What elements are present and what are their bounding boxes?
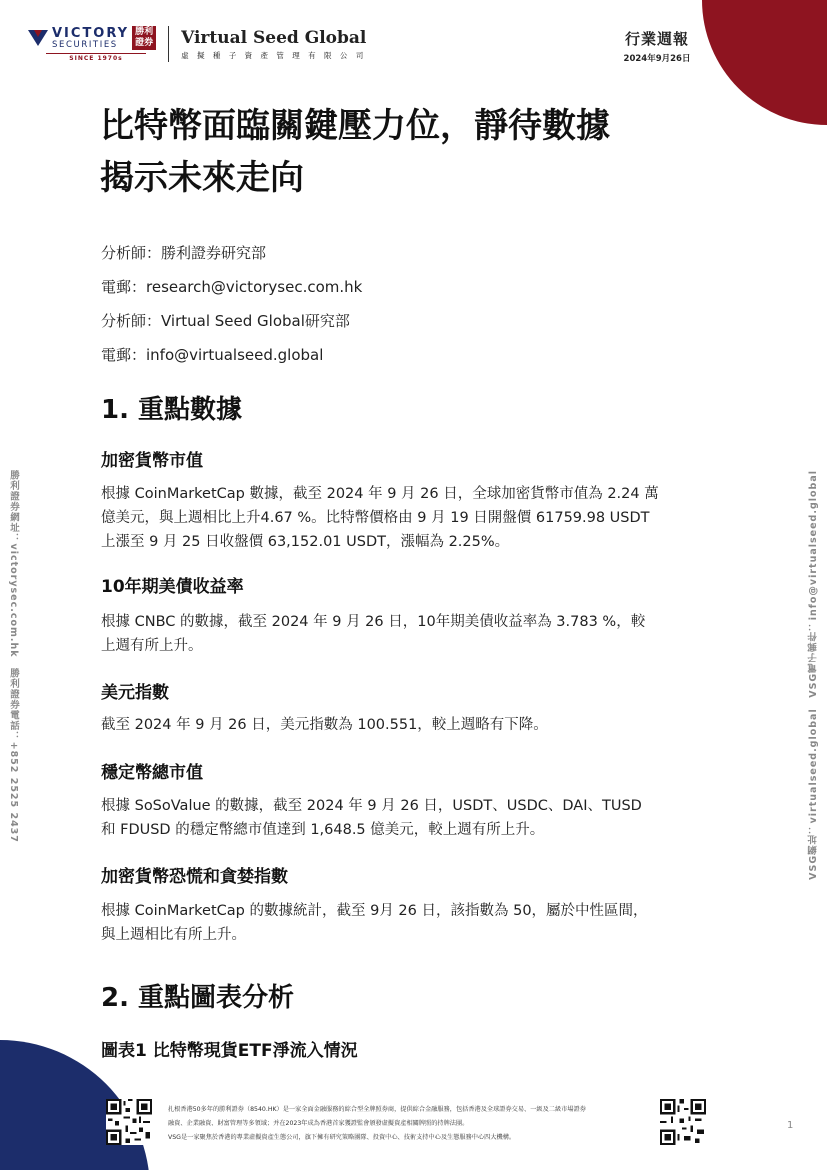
paragraph-line: 根據 CoinMarketCap 數據，截至 2024 年 9 月 26 日，全球加密貨幣市值為 2.24 萬 bbox=[101, 486, 659, 502]
side-contact-right: VSG網址：virtualseed.global VSG電子郵件：info@virtualseed.global bbox=[808, 470, 819, 880]
footer bbox=[0, 1095, 827, 1155]
analyst-email[interactable]: 電郵：info@virtualseed.global bbox=[101, 346, 324, 364]
section-paragraph bbox=[101, 482, 731, 554]
section-heading: 美元指數 bbox=[101, 683, 169, 703]
paragraph-line: 根據 CNBC 的數據，截至 2024 年 9 月 26 日，10年期美債收益率為 3.783 %，較 bbox=[101, 614, 646, 630]
section-heading: 加密貨幣市值 bbox=[101, 451, 203, 471]
section-2-title: 2. 重點圖表分析 bbox=[101, 983, 295, 1013]
paragraph-line: 億美元，與上週相比上升4.67 %。比特幣價格由 9 月 19 日開盤價 61759.98 USDT bbox=[101, 510, 650, 526]
qr-code-icon[interactable] bbox=[106, 1099, 152, 1145]
victory-sub: SECURITIES bbox=[52, 39, 118, 50]
page-title bbox=[100, 100, 740, 204]
qr-code-icon[interactable] bbox=[660, 1099, 706, 1145]
section-heading: 穩定幣總市值 bbox=[101, 763, 203, 783]
section-paragraph bbox=[101, 713, 731, 737]
footer-line: 扎根香港50多年的勝利證券（8540.HK）是一家全面金融服務的綜合型全牌照券商，提供綜合金融服務，包括香港及全球證券交易、一級及二級市場證券 bbox=[168, 1106, 586, 1113]
report-type: 行業週報 bbox=[624, 30, 689, 48]
page-title-line-1: 比特幣面臨關鍵壓力位，靜待數據 bbox=[100, 106, 610, 146]
analyst-block bbox=[101, 236, 362, 372]
analyst-line: 分析師：勝利證券研究部 bbox=[101, 244, 267, 262]
vsg-logo bbox=[181, 28, 366, 61]
section-heading: 加密貨幣恐慌和貪婪指數 bbox=[101, 867, 288, 887]
footer-line: 融資、企業融資、財富管理等多領域；并在2023年成為香港首家獲證監會頒發虛擬資產相關牌照的持牌法團。 bbox=[168, 1120, 469, 1127]
header bbox=[28, 26, 366, 62]
victory-securities-logo bbox=[28, 26, 156, 62]
paragraph-line: 和 FDUSD 的穩定幣總市值達到 1,648.5 億美元，較上週有所上升。 bbox=[101, 822, 545, 838]
report-meta bbox=[612, 28, 702, 64]
chart-heading: 圖表1 比特幣現貨ETF淨流入情況 bbox=[101, 1041, 358, 1061]
victory-v-mark-icon bbox=[28, 28, 48, 48]
vsg-name: Virtual Seed Global bbox=[181, 27, 367, 48]
header-divider bbox=[168, 26, 169, 62]
victory-since: SINCE 1970s bbox=[46, 53, 146, 62]
victory-cn-badge: 勝利證券 bbox=[132, 26, 156, 50]
paragraph-line: 與上週相比有所上升。 bbox=[101, 927, 246, 943]
side-contact-left: 勝利證券網址：victorysec.com.hk 勝利證券電話：+852 2525 2437 bbox=[8, 470, 19, 843]
section-paragraph bbox=[101, 610, 731, 658]
section-paragraph bbox=[101, 899, 731, 947]
page-number: 1 bbox=[787, 1120, 794, 1131]
vsg-sub: 虛 擬 種 子 資 產 管 理 有 限 公 司 bbox=[181, 50, 367, 60]
paragraph-line: 上週有所上升。 bbox=[101, 638, 203, 654]
paragraph-line: 截至 2024 年 9 月 26 日，美元指數為 100.551，較上週略有下降。 bbox=[101, 717, 548, 733]
paragraph-line: 根據 SoSoValue 的數據，截至 2024 年 9 月 26 日，USDT、USDC、DAI、TUSD bbox=[101, 798, 642, 814]
report-date: 2024年9月26日 bbox=[623, 54, 691, 64]
section-paragraph bbox=[101, 794, 731, 842]
footer-line: VSG是一家聚焦於香港的專業虛擬資產生態公司，旗下擁有研究策略團隊、投資中心、技術支持中心及生態服務中心四大機構。 bbox=[168, 1134, 516, 1141]
paragraph-line: 根據 CoinMarketCap 的數據統計，截至 9月 26 日，該指數為 50，屬於中性區間， bbox=[101, 903, 648, 919]
analyst-line: 分析師：Virtual Seed Global研究部 bbox=[101, 312, 350, 330]
page-title-line-2: 揭示未來走向 bbox=[100, 158, 304, 198]
section-1-title: 1. 重點數據 bbox=[101, 395, 243, 425]
victory-name: VICTORY bbox=[52, 25, 130, 41]
paragraph-line: 上漲至 9 月 25 日收盤價 63,152.01 USDT，漲幅為 2.25%。 bbox=[101, 534, 510, 550]
section-heading: 10年期美債收益率 bbox=[101, 577, 244, 597]
analyst-email[interactable]: 電郵：research@victorysec.com.hk bbox=[101, 278, 363, 296]
footer-disclaimer bbox=[168, 1103, 648, 1145]
